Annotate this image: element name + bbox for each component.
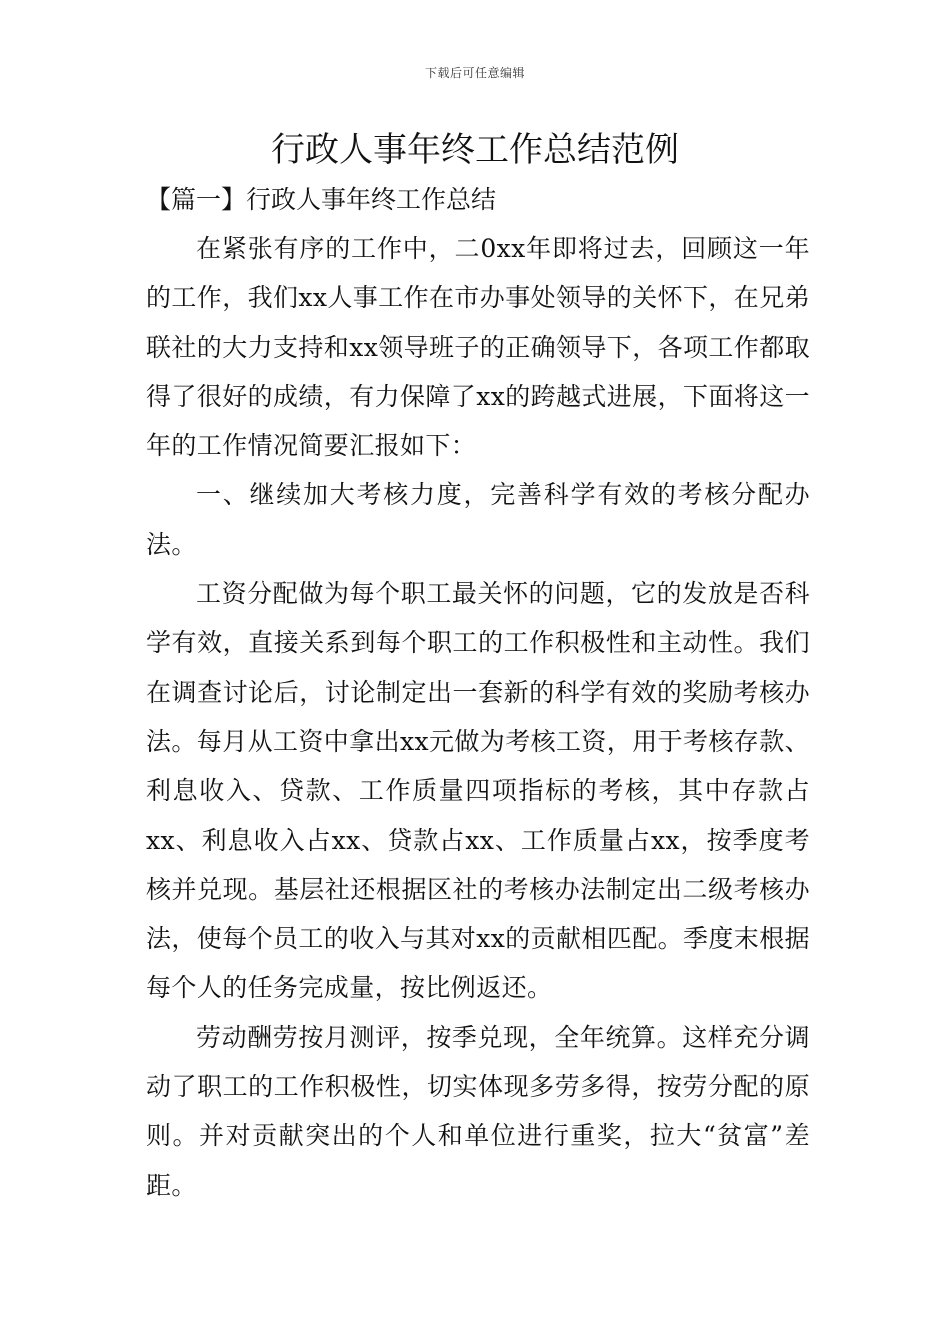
paragraph-labor-remuneration: 劳动酬劳按月测评，按季兑现，全年统算。这样充分调动了职工的工作积极性，切实体现多劳多得，按劳分配的原则。并对贡献突出的个人和单位进行重奖，拉大“贫富”差距。 <box>146 1022 810 1200</box>
paragraph-intro: 在紧张有序的工作中，二0xx年即将过去，回顾这一年的工作，我们xx人事工作在市办事处领导的关怀下，在兄弟联社的大力支持和xx领导班子的正确领导下，各项工作都取得了很好的成绩，有力保障了xx的跨越式进展，下面将这一年的工作情况简要汇报如下： <box>146 234 811 461</box>
section-heading: 【篇一】行政人事年终工作总结 <box>146 185 497 214</box>
document-title: 行政人事年终工作总结范例 <box>271 130 679 170</box>
paragraph-salary-distribution: 工资分配做为每个职工最关怀的问题，它的发放是否科学有效，直接关系到每个职工的工作积极性和主动性。我们在调查讨论后，讨论制定出一套新的科学有效的奖励考核办法。每月从工资中拿出xx元做为考核工资，用于考核存款、利息收入、贷款、工作质量四项指标的考核，其中存款占xx、利息收入占xx、贷款占xx、工作质量占xx，按季度考核并兑现。基层社还根据区社的考核办法制定出二级考核办法，使每个员工的收入与其对xx的贡献相匹配。季度末根据每个人的任务完成量，按比例返还。 <box>146 579 811 1003</box>
header-note: 下载后可任意编辑 <box>424 66 525 80</box>
document-body <box>146 224 810 1210</box>
paragraph-item-one-heading: 一、继续加大考核力度，完善科学有效的考核分配办法。 <box>146 480 810 559</box>
